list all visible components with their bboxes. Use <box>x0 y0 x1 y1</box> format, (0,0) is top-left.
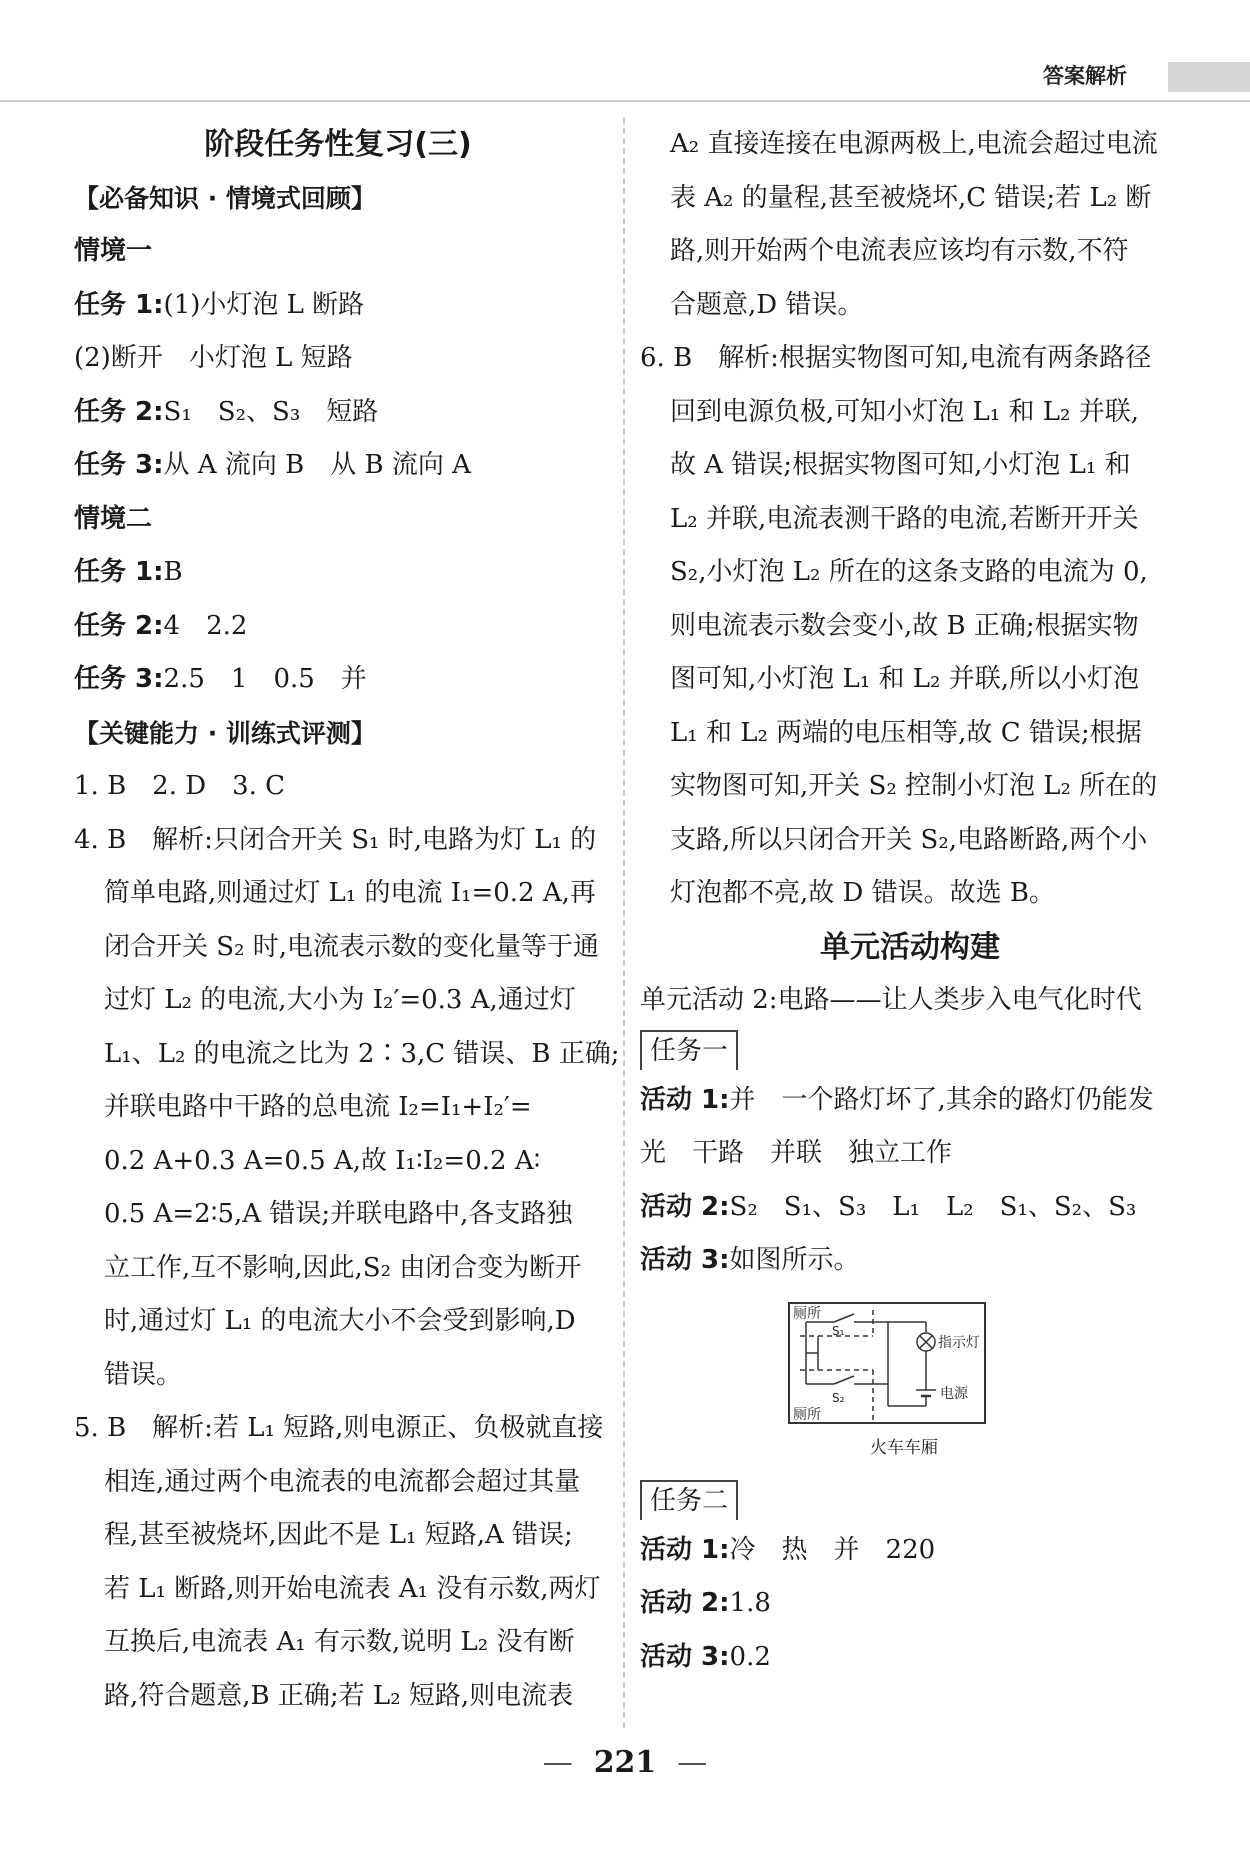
text-line <box>640 225 1180 279</box>
line-text: 则电流表示数会变小,故 B 正确;根据实物 <box>670 610 1139 641</box>
line-text: L₁ 和 L₂ 两端的电压相等,故 C 错误;根据 <box>670 717 1142 748</box>
text-line <box>640 332 1180 386</box>
section-title: 单元活动构建 <box>820 929 1000 965</box>
line-text: 时,通过灯 L₁ 的电流大小不会受到影响,D <box>104 1306 576 1336</box>
line-text: 路,则开始两个电流表应该均有示数,不符 <box>670 236 1129 266</box>
line-text: 错误。 <box>104 1359 183 1390</box>
text-line <box>74 974 602 1028</box>
task2-heading <box>640 1478 1180 1524</box>
line-text: 并联电路中干路的总电流 I₂=I₁+I₂′= <box>104 1092 532 1122</box>
line-text: 1.8 <box>729 1588 771 1618</box>
line-text: 情境一 <box>74 236 153 266</box>
line-text: S₁ S₂、S₃ 短路 <box>163 396 379 427</box>
line-text: 如图所示。 <box>729 1245 860 1275</box>
line-text: 程,甚至被烧坏,因此不是 L₁ 短路,A 错误; <box>104 1520 573 1550</box>
text-line <box>74 1563 602 1617</box>
unit-line: 单元活动 2:电路——让人类步入电气化时代 <box>640 985 1142 1015</box>
line-text: 故 A 错误;根据实物图可知,小灯泡 L₁ 和 <box>670 450 1131 480</box>
text-line <box>640 493 1180 547</box>
text-line <box>74 493 602 547</box>
text-line <box>74 546 602 600</box>
right-lines-top <box>640 118 1180 921</box>
text-line <box>74 1402 602 1456</box>
line-text: 4. B 解析:只闭合开关 S₁ 时,电路为灯 L₁ 的 <box>74 824 597 855</box>
figure-caption: 火车车厢 <box>870 1437 938 1458</box>
svg-text:指示灯: 指示灯 <box>938 1334 980 1351</box>
line-text: (1)小灯泡 L 断路 <box>163 289 365 320</box>
text-line <box>74 1456 602 1510</box>
line-text: A₂ 直接连接在电源两极上,电流会超过电流 <box>670 129 1158 159</box>
line-text: 5. B 解析:若 L₁ 短路,则电源正、负极就直接 <box>74 1413 604 1443</box>
line-label: 任务 3: <box>74 450 164 480</box>
line-text: 表 A₂ 的量程,甚至被烧坏,C 错误;若 L₂ 断 <box>670 182 1152 213</box>
line-text: 冷 热 并 220 <box>729 1534 936 1565</box>
line-text: 相连,通过两个电流表的电流都会超过其量 <box>104 1466 581 1497</box>
line-label: 任务 1: <box>74 557 164 587</box>
text-line <box>640 1524 1180 1578</box>
line-text: 4 2.2 <box>163 610 248 641</box>
text-line <box>74 707 602 761</box>
line-text: 互换后,电流表 A₁ 有示数,说明 L₂ 没有断 <box>104 1627 575 1657</box>
text-line <box>74 653 602 707</box>
text-line <box>640 386 1180 440</box>
line-label: 活动 2: <box>640 1588 730 1618</box>
task2-label: 任务二 <box>640 1480 738 1520</box>
circuit-figure <box>788 1302 1180 1434</box>
line-text: S₂,小灯泡 L₂ 所在的这条支路的电流为 0, <box>670 557 1148 587</box>
text-line <box>74 172 602 226</box>
line-text: 合题意,D 错误。 <box>670 289 864 320</box>
line-text: 1. B 2. D 3. C <box>74 771 286 801</box>
line-text: 【关键能力 · 训练式评测】 <box>74 718 376 748</box>
line-text: 回到电源负极,可知小灯泡 L₁ 和 L₂ 并联, <box>670 396 1139 427</box>
text-line <box>640 118 1180 172</box>
text-line <box>74 225 602 279</box>
text-line <box>74 1295 602 1349</box>
text-line <box>640 814 1180 868</box>
task1-heading <box>640 1028 1180 1074</box>
line-text: 灯泡都不亮,故 D 错误。故选 B。 <box>670 878 1056 908</box>
text-line <box>74 600 602 654</box>
page-number-value: 221 <box>593 1745 657 1780</box>
line-label: 活动 2: <box>640 1191 730 1222</box>
line-label: 活动 3: <box>640 1641 730 1672</box>
line-label: 活动 1: <box>640 1084 730 1115</box>
text-line <box>74 332 602 386</box>
text-line <box>640 546 1180 600</box>
line-text: 图可知,小灯泡 L₁ 和 L₂ 并联,所以小灯泡 <box>670 664 1139 694</box>
text-line <box>640 867 1180 921</box>
text-line <box>640 653 1180 707</box>
text-line <box>74 1028 620 1082</box>
page-title: 阶段任务性复习(三) <box>204 127 472 162</box>
line-text: 简单电路,则通过灯 L₁ 的电流 I₁=0.2 A,再 <box>104 878 596 908</box>
text-line <box>74 1616 602 1670</box>
svg-text:S₂: S₂ <box>832 1390 845 1405</box>
text-line <box>640 1234 1180 1288</box>
line-label: 活动 1: <box>640 1534 730 1565</box>
header-bar <box>1168 62 1250 92</box>
text-line <box>74 760 602 814</box>
text-line <box>74 814 602 868</box>
text-line <box>640 1181 1180 1235</box>
svg-text:S₁: S₁ <box>832 1323 845 1338</box>
text-line <box>640 439 1180 493</box>
left-lines <box>74 172 620 1724</box>
line-text: 光 干路 并联 独立工作 <box>640 1138 953 1168</box>
text-line <box>74 279 602 333</box>
text-line <box>74 1509 602 1563</box>
header-rule <box>0 100 1250 102</box>
line-text: 从 A 流向 B 从 B 流向 A <box>163 450 471 480</box>
left-column <box>74 118 620 1723</box>
line-text: S₂ S₁、S₃ L₁ L₂ S₁、S₂、S₃ <box>729 1191 1137 1222</box>
line-text: 情境二 <box>74 503 153 534</box>
line-text: 6. B 解析:根据实物图可知,电流有两条路径 <box>640 343 1152 373</box>
text-line <box>640 172 1180 226</box>
line-text: (2)断开 小灯泡 L 短路 <box>74 343 353 373</box>
text-line <box>640 1631 1180 1685</box>
page-number: — 221 — <box>542 1745 708 1780</box>
text-line <box>640 1577 1180 1631</box>
text-line <box>74 867 602 921</box>
circuit-diagram <box>788 1302 988 1427</box>
line-label: 任务 2: <box>74 396 164 427</box>
svg-text:厕所: 厕所 <box>793 1305 821 1322</box>
right-column <box>640 118 1180 1684</box>
line-label: 任务 1: <box>74 289 164 320</box>
svg-text:厕所: 厕所 <box>793 1406 821 1423</box>
line-label: 任务 3: <box>74 664 164 694</box>
section-label: 答案解析 <box>1043 64 1127 88</box>
line-text: 实物图可知,开关 S₂ 控制小灯泡 L₂ 所在的 <box>670 771 1158 801</box>
line-text: L₁、L₂ 的电流之比为 2∶3,C 错误、B 正确; <box>104 1038 620 1069</box>
svg-text:电源: 电源 <box>940 1385 968 1402</box>
text-line <box>640 600 1180 654</box>
line-text: 立工作,互不影响,因此,S₂ 由闭合变为断开 <box>104 1252 582 1283</box>
line-text: L₂ 并联,电流表测干路的电流,若断开开关 <box>670 503 1139 534</box>
line-text: B <box>163 557 183 587</box>
task1-label: 任务一 <box>640 1030 738 1070</box>
line-text: 并 一个路灯坏了,其余的路灯仍能发 <box>729 1084 1154 1115</box>
line-text: 闭合开关 S₂ 时,电流表示数的变化量等于通 <box>104 931 600 962</box>
text-line <box>74 439 602 493</box>
task1-lines <box>640 1074 1180 1288</box>
line-text: 支路,所以只闭合开关 S₂,电路断路,两个小 <box>670 824 1148 855</box>
text-line <box>74 1242 602 1296</box>
text-line <box>74 1135 602 1189</box>
text-line <box>640 1074 1180 1128</box>
line-label: 任务 2: <box>74 610 164 641</box>
text-line <box>74 1349 602 1403</box>
text-line <box>74 921 602 975</box>
text-line <box>640 760 1180 814</box>
text-line <box>74 386 602 440</box>
text-line <box>74 1188 602 1242</box>
line-text: 路,符合题意,B 正确;若 L₂ 短路,则电流表 <box>104 1680 574 1711</box>
text-line <box>74 1081 602 1135</box>
column-divider <box>623 118 625 1728</box>
line-text: 【必备知识 · 情境式回顾】 <box>74 183 376 213</box>
line-text: 0.2 A+0.3 A=0.5 A,故 I₁∶I₂=0.2 A∶ <box>104 1145 541 1176</box>
line-label: 活动 3: <box>640 1245 730 1275</box>
line-text: 0.2 <box>729 1641 771 1672</box>
line-text: 2.5 1 0.5 并 <box>163 664 367 694</box>
line-text: 过灯 L₂ 的电流,大小为 I₂′=0.3 A,通过灯 <box>104 985 576 1015</box>
line-text: 0.5 A=2∶5,A 错误;并联电路中,各支路独 <box>104 1199 573 1229</box>
task2-lines <box>640 1524 1180 1685</box>
line-text: 若 L₁ 断路,则开始电流表 A₁ 没有示数,两灯 <box>104 1573 601 1604</box>
text-line <box>640 707 1180 761</box>
text-line <box>74 1670 602 1724</box>
text-line <box>640 1127 1180 1181</box>
text-line <box>640 279 1180 333</box>
